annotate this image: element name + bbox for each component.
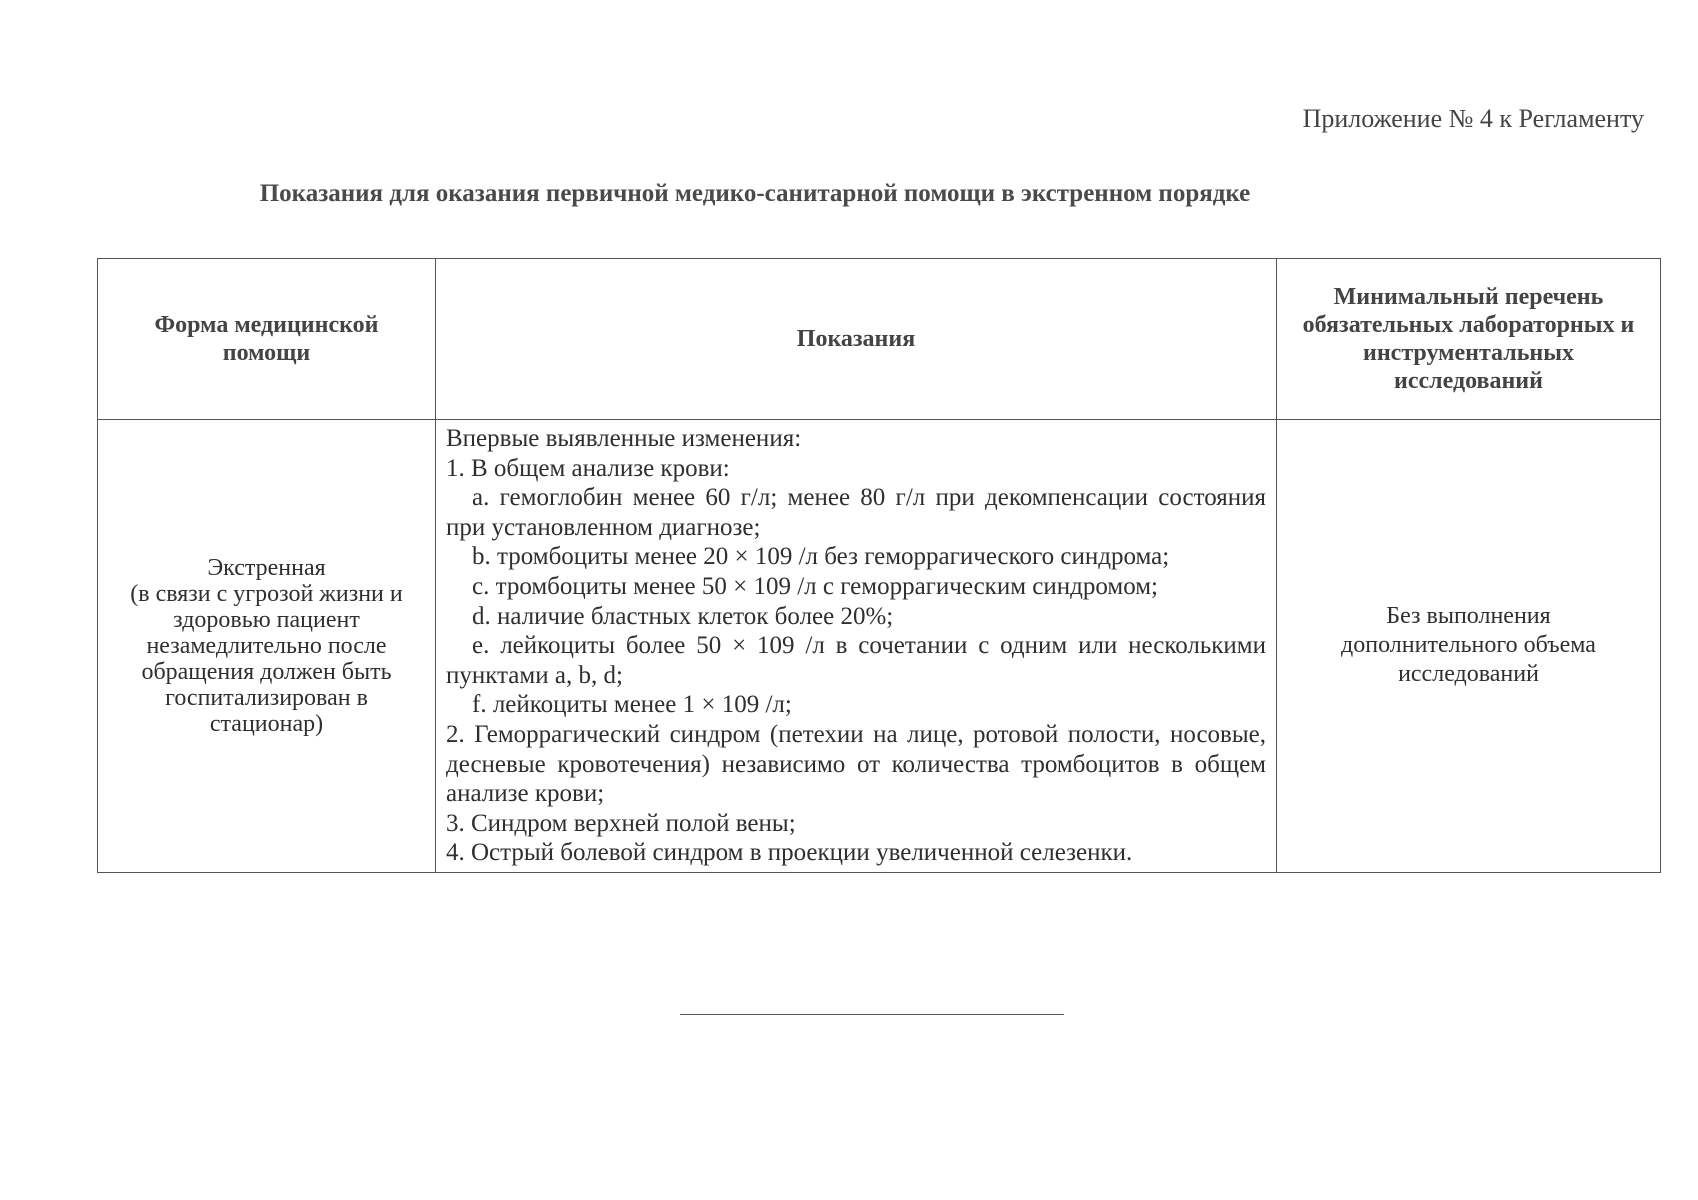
- indication-item-4: 4. Острый болевой синдром в проекции увеличенной селезенки.: [446, 839, 1133, 867]
- appendix-label: Приложение № 4 к Регламенту: [1302, 104, 1644, 133]
- table-row: [98, 420, 1661, 873]
- table-header-row: [98, 259, 1661, 420]
- minimum-tests-cell: Без выполнения дополнительного объема исследований: [1277, 420, 1661, 873]
- indication-item-2: 2. Геморрагический синдром (петехии на лице, ротовой полости, носовые, десневые кровотечения) независимо от количества тромбоцитов в общем анализе крови;: [446, 720, 1266, 808]
- document-title: Показания для оказания первичной медико-санитарной помощи в экстренном порядке: [259, 180, 1251, 207]
- indications-cell: [436, 420, 1277, 873]
- indication-subitem-d: d. наличие бластных клеток более 20%;: [472, 602, 894, 630]
- indication-subitem-e: e. лейкоциты более 50 × 109 /л в сочетании с одним или несколькими пунктами a, b, d;: [446, 632, 1266, 689]
- indication-subitem-f: f. лейкоциты менее 1 × 109 /л;: [472, 691, 792, 719]
- indication-subitem-a: a. гемоглобин менее 60 г/л; менее 80 г/л при декомпенсации состояния при установленном диагнозе;: [446, 484, 1266, 541]
- footer-divider: [680, 1014, 1064, 1015]
- indications-table: [97, 258, 1661, 873]
- indication-subitem-b: b. тромбоциты менее 20 × 109 /л без геморрагического синдрома;: [472, 543, 1170, 571]
- indication-item-3: 3. Синдром верхней полой вены;: [446, 809, 796, 837]
- indications-intro: Впервые выявленные изменения:: [446, 425, 802, 452]
- column-header-indications: Показания: [436, 259, 1277, 420]
- indication-subitem-c: c. тромбоциты менее 50 × 109 /л с геморрагическим синдромом;: [472, 572, 1158, 600]
- form-cell: [98, 420, 436, 873]
- form-note: (в связи с угрозой жизни и здоровью пациент незамедлительно после обращения должен быть госпитализирован в стационар): [130, 580, 403, 737]
- column-header-minimum: Минимальный перечень обязательных лабораторных и инструментальных исследований: [1277, 259, 1661, 420]
- indication-item-1: 1. В общем анализе крови:: [446, 454, 730, 482]
- form-title: Экстренная: [207, 554, 326, 581]
- column-header-form: Форма медицинской помощи: [98, 259, 436, 420]
